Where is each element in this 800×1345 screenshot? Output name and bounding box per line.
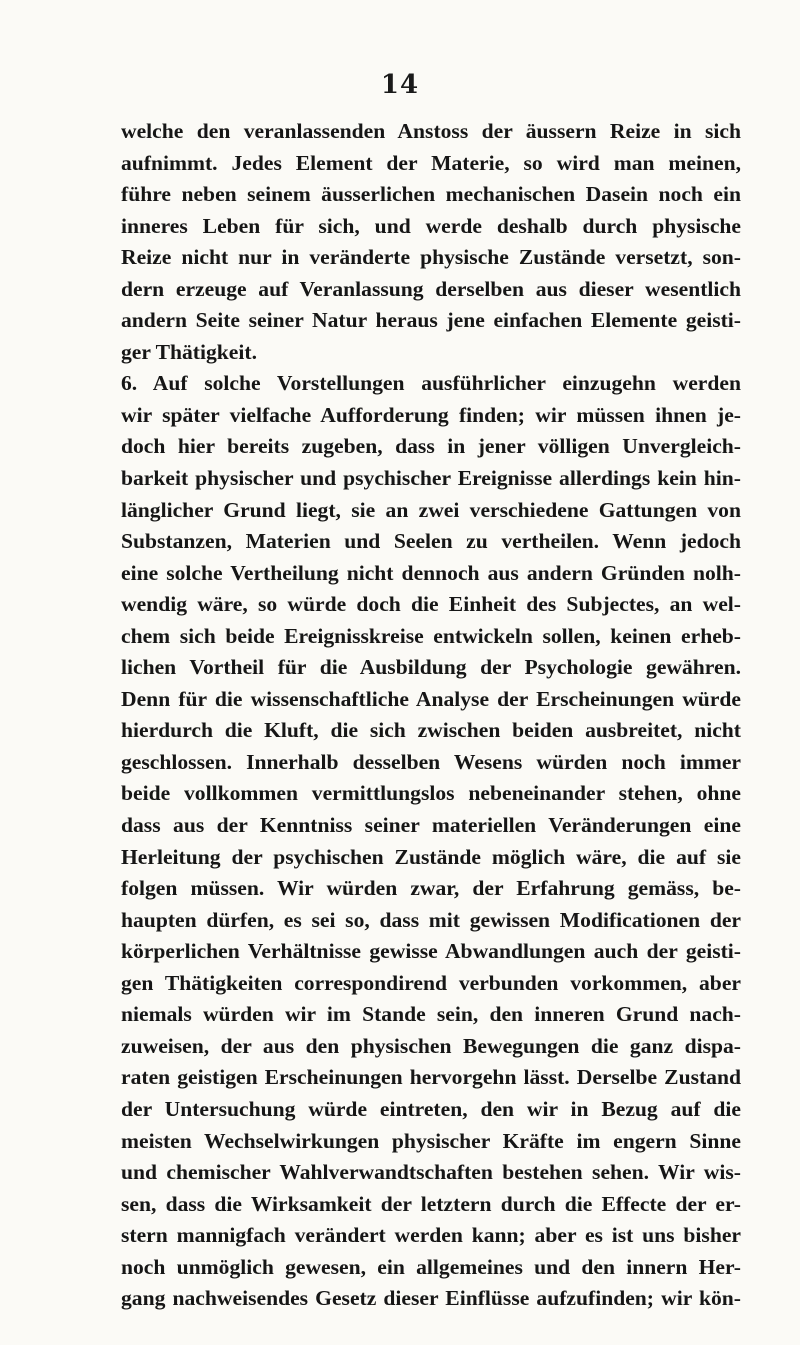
text-line: welche den veranlassenden Anstoss der äussern Reize in sich	[121, 119, 741, 143]
text-line: doch hier bereits zugeben, dass in jener völligen Unvergleich-	[121, 434, 741, 459]
text-line: beide vollkommen vermittlungslos nebeneinander stehen, ohne	[121, 781, 741, 806]
text-line: barkeit physischer und psychischer Ereignisse allerdings kein hin-	[121, 466, 741, 491]
text-line: länglicher Grund liegt, sie an zwei verschiedene Gattungen von	[121, 497, 741, 522]
text-line: wir später vielfache Aufforderung finden; wir müssen ihnen je-	[121, 402, 741, 427]
text-line: Denn für die wissenschaftliche Analyse der Erscheinungen würde	[121, 686, 741, 711]
text-line: der Untersuchung würde eintreten, den wir in Bezug auf die	[121, 1096, 741, 1121]
text-line: ger Thätigkeit.	[121, 339, 257, 364]
text-line: hierdurch die Kluft, die sich zwischen beiden ausbreitet, nicht	[121, 718, 741, 743]
text-line: inneres Leben für sich, und werde deshalb durch physische	[121, 213, 741, 238]
text-line: körperlichen Verhältnisse gewisse Abwandlungen auch der geisti-	[121, 939, 741, 964]
text-line: noch unmöglich gewesen, ein allgemeines und den innern Her-	[121, 1254, 741, 1279]
text-line: und chemischer Wahlverwandtschaften bestehen sehen. Wir wis-	[121, 1160, 741, 1185]
text-line: Substanzen, Materien und Seelen zu vertheilen. Wenn jedoch	[121, 529, 741, 554]
text-line: zuweisen, der aus den physischen Bewegungen die ganz dispa-	[121, 1033, 741, 1058]
text-line: niemals würden wir im Stande sein, den inneren Grund nach-	[121, 1002, 741, 1027]
text-line: geschlossen. Innerhalb desselben Wesens würden noch immer	[121, 749, 741, 774]
text-line: dern erzeuge auf Veranlassung derselben aus dieser wesentlich	[121, 276, 741, 301]
page-number: 14	[380, 70, 420, 100]
text-line: wendig wäre, so würde doch die Einheit des Subjectes, an wel-	[121, 592, 741, 617]
text-line: stern mannigfach verändert werden kann; aber es ist uns bisher	[121, 1223, 741, 1248]
text-line: eine solche Vertheilung nicht dennoch aus andern Gründen nolh-	[121, 560, 741, 585]
text-line: dass aus der Kenntniss seiner materiellen Veränderungen eine	[121, 813, 741, 838]
text-line: folgen müssen. Wir würden zwar, der Erfahrung gemäss, be-	[121, 876, 741, 901]
body-text	[121, 116, 741, 1315]
text-line: meisten Wechselwirkungen physischer Kräfte im engern Sinne	[121, 1128, 741, 1153]
text-line: führe neben seinem äusserlichen mechanischen Dasein noch ein	[121, 182, 741, 207]
text-line: gen Thätigkeiten correspondirend verbunden vorkommen, aber	[121, 970, 741, 995]
text-line: chem sich beide Ereignisskreise entwickeln sollen, keinen erheb-	[121, 623, 741, 648]
text-line: aufnimmt. Jedes Element der Materie, so wird man meinen,	[121, 150, 741, 175]
text-line: 6. Auf solche Vorstellungen ausführlicher einzugehn werden	[121, 371, 741, 396]
text-line: raten geistigen Erscheinungen hervorgehn lässt. Derselbe Zustand	[121, 1065, 741, 1090]
text-line: Reize nicht nur in veränderte physische Zustände versetzt, son-	[121, 245, 741, 270]
text-line: sen, dass die Wirksamkeit der letztern durch die Effecte der er-	[121, 1191, 741, 1216]
text-line: haupten dürfen, es sei so, dass mit gewissen Modificationen der	[121, 907, 741, 932]
text-line: gang nachweisendes Gesetz dieser Einflüsse aufzufinden; wir kön-	[121, 1286, 741, 1311]
text-line: Herleitung der psychischen Zustände möglich wäre, die auf sie	[121, 844, 741, 869]
text-line: lichen Vortheil für die Ausbildung der Psychologie gewähren.	[121, 655, 741, 680]
text-line: andern Seite seiner Natur heraus jene einfachen Elemente geisti-	[121, 308, 741, 333]
